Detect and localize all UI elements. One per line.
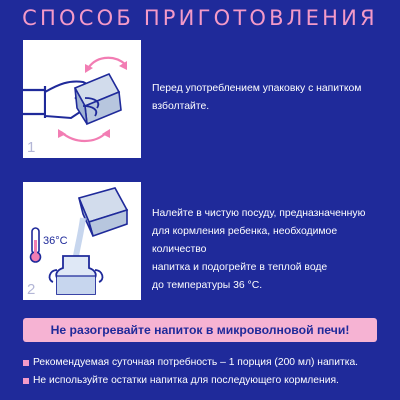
- step-2-text: Налейте в чистую посуду, предназначенную для кормления ребенка, необходимое количество напитка и подогрейте в теплой воде до температуры 36 °С.: [152, 208, 366, 291]
- step-2-illustration: [23, 182, 141, 300]
- temperature-label: 36°С: [43, 235, 68, 247]
- notes-list: [23, 354, 383, 390]
- step-1-text: Перед употреблением упаковку с напитком взболтайте.: [152, 83, 362, 112]
- pouring-into-bottle-icon: [23, 182, 141, 300]
- bullet-icon: [23, 360, 29, 366]
- step-1-number: 1: [27, 139, 36, 156]
- page-title: СПОСОБ ПРИГОТОВЛЕНИЯ: [22, 6, 378, 30]
- list-item: Не используйте остатки напитка для последующего кормления.: [23, 372, 383, 390]
- step-1-illustration: [23, 40, 141, 158]
- shaking-carton-icon: [23, 40, 141, 158]
- microwave-warning-banner: Не разогревайте напиток в микроволновой печи!: [23, 318, 377, 342]
- list-item: Рекомендуемая суточная потребность – 1 порция (200 мл) напитка.: [23, 354, 383, 372]
- bullet-icon: [23, 378, 29, 384]
- step-2-number: 2: [27, 281, 36, 298]
